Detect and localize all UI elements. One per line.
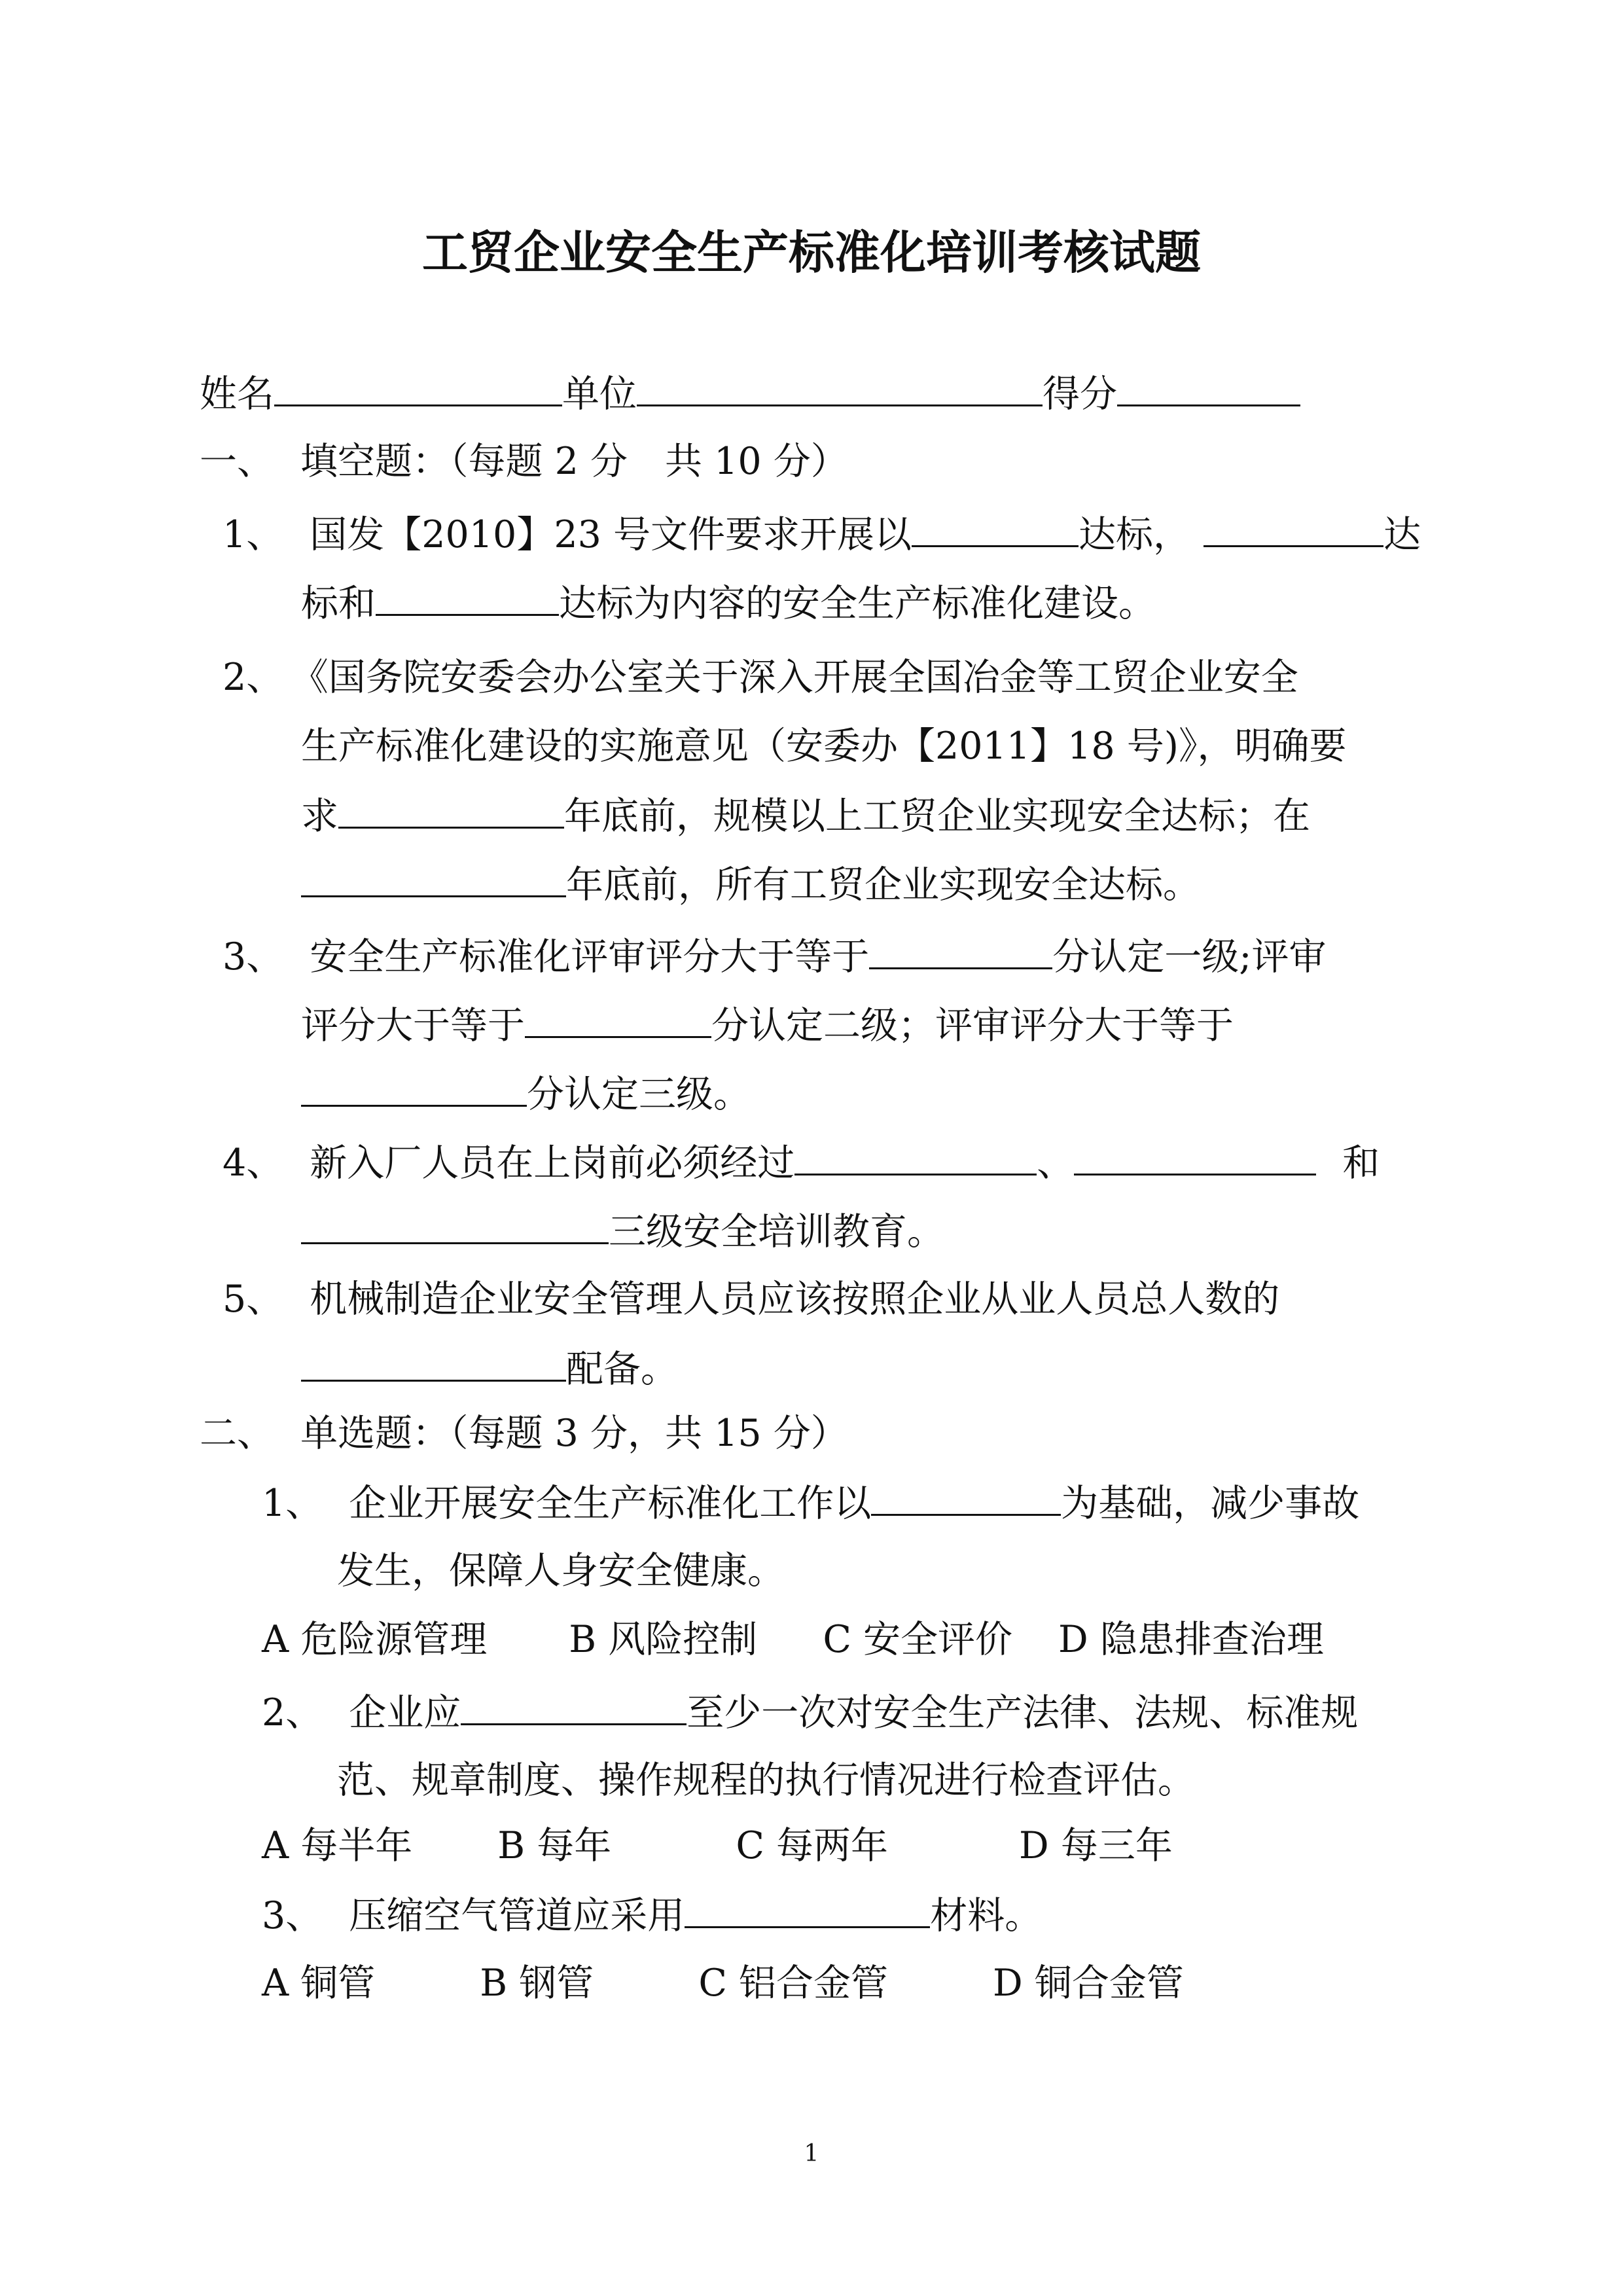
question-text: 、 [1037,1141,1075,1185]
s2-q2-line2: 范、规章制度、操作规程的执行情况进行检查评估。 [337,1759,1195,1802]
s1-q2-line4 [301,857,1200,911]
option-c[interactable]: C 铝合金管 [698,1962,889,2005]
section2-heading [200,1407,848,1460]
answer-blank[interactable] [301,1067,527,1107]
header-row [200,367,1300,420]
answer-blank[interactable] [1074,1136,1316,1175]
question-number: 3、 [223,935,284,978]
question-number: 3、 [262,1894,323,1937]
s1-q2-line2: 生产标准化建设的实施意见（安委办【2011】18 号)》，明确要 [301,725,1347,768]
s1-q5-line2 [301,1342,678,1395]
question-text: 企业应 [349,1691,461,1734]
question-text: 分认定二级；评审评分大于等于 [711,1004,1234,1047]
answer-blank[interactable] [461,1685,687,1725]
page-title: 工贸企业安全生产标准化培训考核试题 [422,225,1201,279]
question-text: 评分大于等于 [301,1004,525,1047]
question-text: 安全生产标准化评审评分大于等于 [310,935,870,978]
question-text: 压缩空气管道应采用 [349,1894,685,1937]
question-number: 4、 [223,1141,284,1185]
question-text: 分认定一级;评审 [1052,935,1327,978]
answer-blank[interactable] [794,1136,1037,1175]
option-a[interactable]: A 每半年 [262,1824,413,1867]
name-label: 姓名 [200,372,274,416]
s1-q1-line1 [223,507,1421,561]
question-text: 材料。 [930,1894,1043,1937]
answer-blank[interactable] [525,998,711,1038]
question-text: 为基础，减少事故 [1061,1482,1360,1525]
option-a[interactable]: A 危险源管理 [262,1618,488,1661]
s1-q3-line3 [301,1067,751,1121]
question-number: 2、 [223,656,284,699]
question-number: 5、 [223,1278,284,1321]
section1-number: 一、 [200,440,274,483]
question-text: 达 [1383,513,1421,556]
answer-blank[interactable] [1204,507,1383,547]
option-d[interactable]: D 铜合金管 [993,1962,1184,2005]
question-text: 分认定三级。 [527,1073,751,1116]
score-blank[interactable] [1117,367,1300,406]
answer-blank[interactable] [912,507,1079,547]
s2-q2-line1 [262,1685,1358,1739]
option-c[interactable]: C 安全评价 [823,1618,1013,1661]
unit-label: 单位 [562,372,637,416]
answer-blank[interactable] [869,929,1052,969]
question-text: 达标， [1078,513,1190,556]
question-number: 1、 [223,513,284,556]
section2-title: 单选题：（每题 3 分，共 15 分） [300,1412,848,1455]
s2-q3-line1 [262,1888,1042,1942]
question-text: 配备。 [566,1348,678,1391]
s2-q3-options [262,1957,1184,2009]
section1-heading [200,435,848,488]
s1-q3-line1 [223,929,1326,983]
s1-q1-line2 [301,576,1156,630]
answer-blank[interactable] [685,1888,930,1928]
s1-q2-line3 [301,789,1310,842]
question-text: 和 [1342,1141,1380,1185]
question-text: 新入厂人员在上岗前必须经过 [310,1141,795,1185]
s1-q4-line1 [223,1136,1380,1189]
question-text: 《国务院安委会办公室关于深入开展全国冶金等工贸企业安全 [310,656,1298,699]
s2-q1-line2: 发生，保障人身安全健康。 [337,1549,785,1592]
answer-blank[interactable] [301,1204,609,1244]
s1-q4-line2 [301,1204,944,1258]
option-d[interactable]: D 每三年 [1019,1824,1173,1867]
option-c[interactable]: C 每两年 [736,1824,889,1867]
answer-blank[interactable] [338,789,564,829]
s1-q2-line1 [223,651,1298,704]
question-number: 2、 [262,1691,323,1734]
s2-q1-options [262,1613,1324,1666]
option-b[interactable]: B 每年 [497,1824,612,1867]
answer-blank[interactable] [871,1476,1061,1516]
question-text: 求 [301,795,338,838]
question-text: 至少一次对安全生产法律、法规、标准规 [687,1691,1359,1734]
option-d[interactable]: D 隐患排查治理 [1058,1618,1324,1661]
s1-q3-line2 [301,998,1234,1052]
s1-q5-line1 [223,1273,1279,1325]
question-text: 标和 [301,582,376,625]
question-text: 达标为内容的安全生产标准化建设。 [559,582,1156,625]
option-b[interactable]: B 钢管 [480,1962,594,2005]
question-number: 1、 [262,1482,323,1525]
question-text: 年底前，所有工贸企业实现安全达标。 [566,863,1200,906]
answer-blank[interactable] [301,1342,566,1382]
option-a[interactable]: A 铜管 [262,1962,376,2005]
s2-q2-options [262,1820,1173,1872]
option-b[interactable]: B 风险控制 [569,1618,758,1661]
question-text: 三级安全培训教育。 [609,1210,944,1253]
answer-blank[interactable] [301,857,566,897]
unit-blank[interactable] [637,367,1043,406]
s2-q1-line1 [262,1476,1359,1530]
answer-blank[interactable] [376,576,559,616]
section1-title: 填空题：（每题 2 分 共 10 分） [300,440,848,483]
score-label: 得分 [1043,372,1117,416]
question-text: 机械制造企业安全管理人员应该按照企业从业人员总人数的 [310,1278,1280,1321]
question-text: 年底前，规模以上工贸企业实现安全达标；在 [564,795,1310,838]
question-text: 企业开展安全生产标准化工作以 [349,1482,872,1525]
section2-number: 二、 [200,1412,274,1455]
name-blank[interactable] [274,367,562,406]
question-text: 国发【2010】23 号文件要求开展以 [310,513,912,556]
page-number: 1 [804,2140,819,2167]
